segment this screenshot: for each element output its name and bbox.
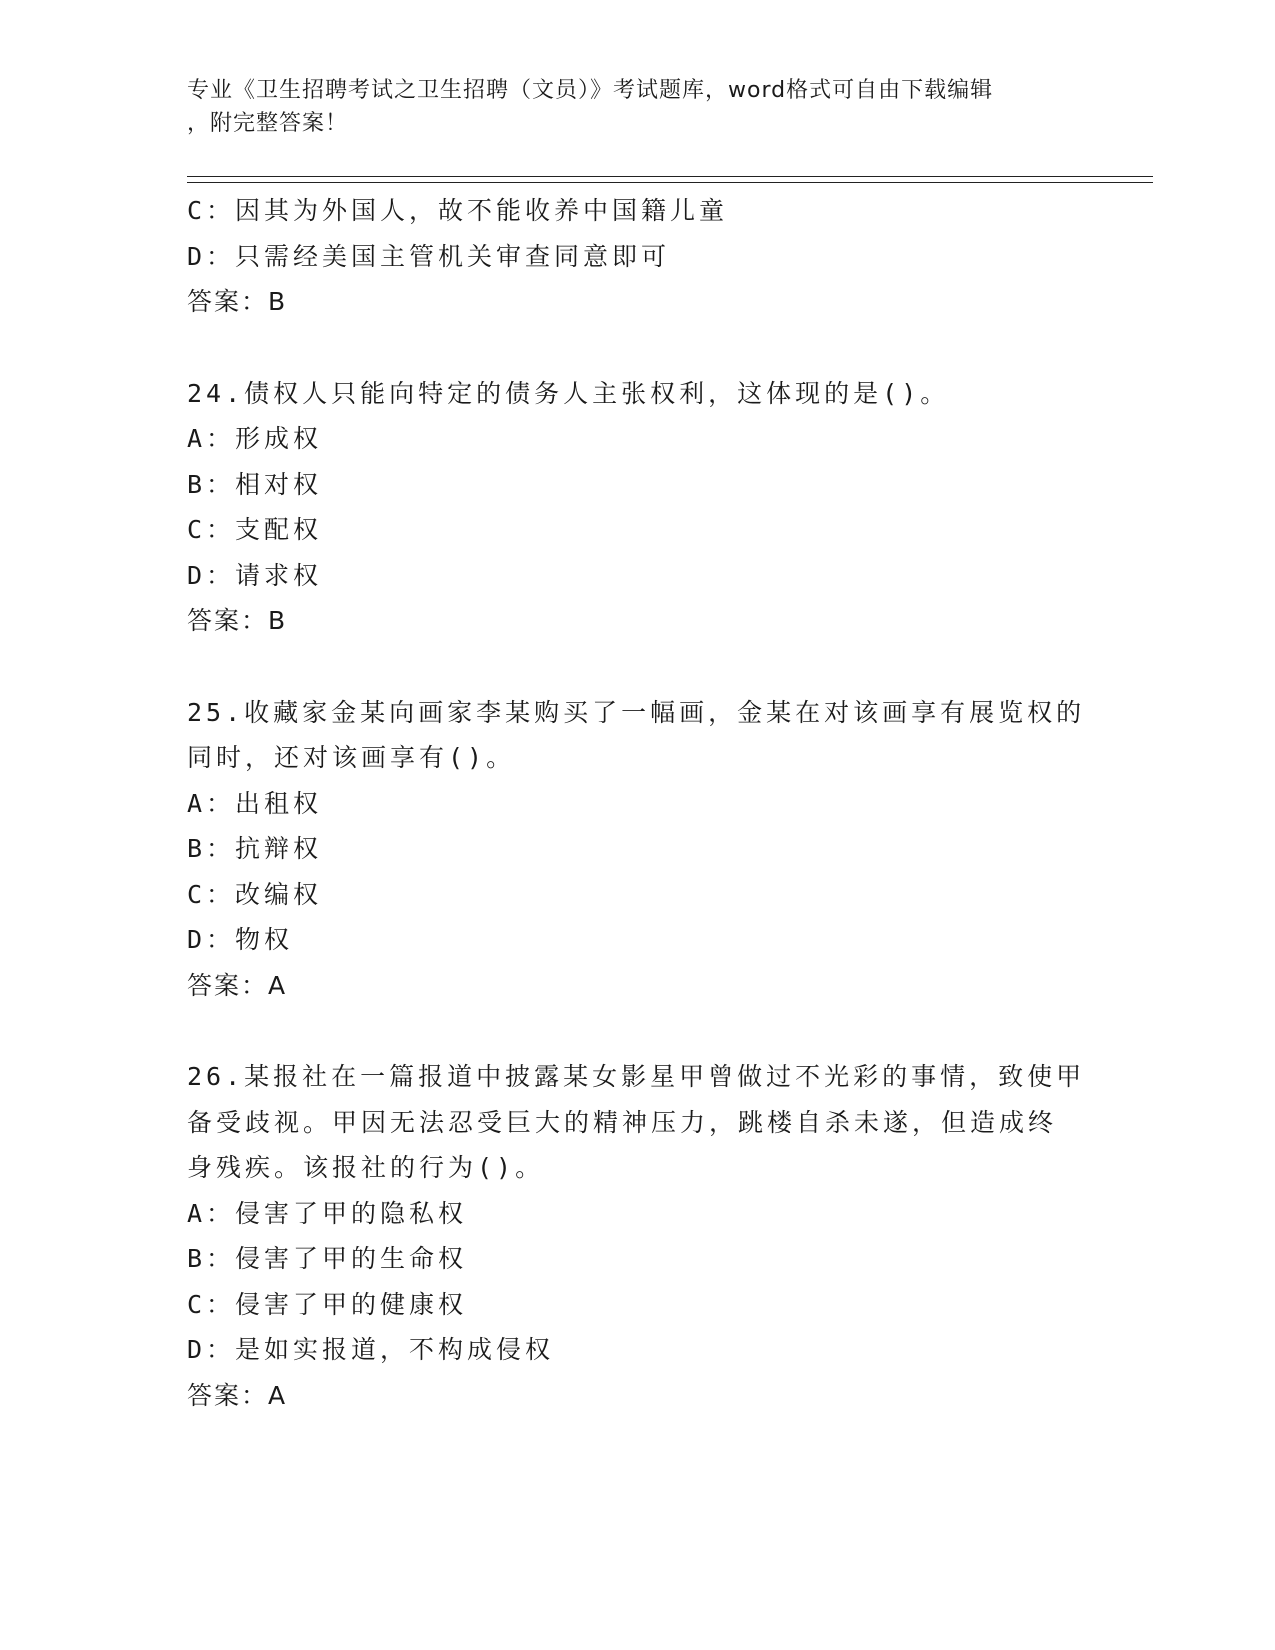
document-header bbox=[187, 74, 1067, 140]
question-stem: 24.债权人只能向特定的债务人主张权利，这体现的是()。 bbox=[187, 378, 950, 408]
spacer bbox=[187, 1008, 1087, 1054]
answer-line: 答案：A bbox=[187, 1380, 288, 1410]
question-stem-line-2: 同时，还对该画享有()。 bbox=[187, 743, 516, 772]
option-c: C：侵害了甲的健康权 bbox=[187, 1289, 468, 1319]
question-block-26 bbox=[187, 1054, 1087, 1418]
question-stem-line-1: 25.收藏家金某向画家李某购买了一幅画，金某在对该画享有展览权的 bbox=[187, 697, 1086, 727]
option-c: C：支配权 bbox=[187, 515, 323, 544]
option-d: D：是如实报道，不构成侵权 bbox=[187, 1335, 555, 1364]
spacer bbox=[187, 325, 1087, 371]
option-b: B：侵害了甲的生命权 bbox=[187, 1244, 468, 1273]
header-line-1: 专业《卫生招聘考试之卫生招聘（文员）》考试题库，word格式可自由下载编辑 bbox=[187, 78, 994, 103]
previous-question-block bbox=[187, 188, 1087, 325]
header-divider-top bbox=[187, 176, 1153, 177]
question-stem-line-3: 身残疾。该报社的行为()。 bbox=[187, 1153, 545, 1182]
option-a: A：侵害了甲的隐私权 bbox=[187, 1198, 468, 1228]
spacer bbox=[187, 644, 1087, 690]
option-b: B：抗辩权 bbox=[187, 834, 323, 863]
question-block-25 bbox=[187, 690, 1087, 1009]
option-c: C：因其为外国人，故不能收养中国籍儿童 bbox=[187, 196, 729, 225]
question-stem-line-1: 26.某报社在一篇报道中披露某女影星甲曾做过不光彩的事情，致使甲 bbox=[187, 1062, 1086, 1091]
answer-line: 答案：B bbox=[187, 287, 288, 316]
option-d: D：请求权 bbox=[187, 560, 323, 590]
answer-line: 答案：A bbox=[187, 970, 288, 1000]
option-b: B：相对权 bbox=[187, 469, 323, 499]
option-c: C：改编权 bbox=[187, 879, 323, 909]
answer-line: 答案：B bbox=[187, 606, 288, 635]
question-stem-line-2: 备受歧视。甲因无法忍受巨大的精神压力，跳楼自杀未遂，但造成终 bbox=[187, 1107, 1058, 1137]
option-a: A：出租权 bbox=[187, 788, 323, 818]
option-d: D：物权 bbox=[187, 925, 294, 954]
question-block-24 bbox=[187, 371, 1087, 644]
header-line-2: ，附完整答案！ bbox=[187, 111, 349, 136]
header-divider-bottom bbox=[187, 182, 1153, 183]
option-d: D：只需经美国主管机关审查同意即可 bbox=[187, 241, 671, 271]
option-a: A：形成权 bbox=[187, 424, 323, 453]
question-content bbox=[187, 188, 1087, 1418]
